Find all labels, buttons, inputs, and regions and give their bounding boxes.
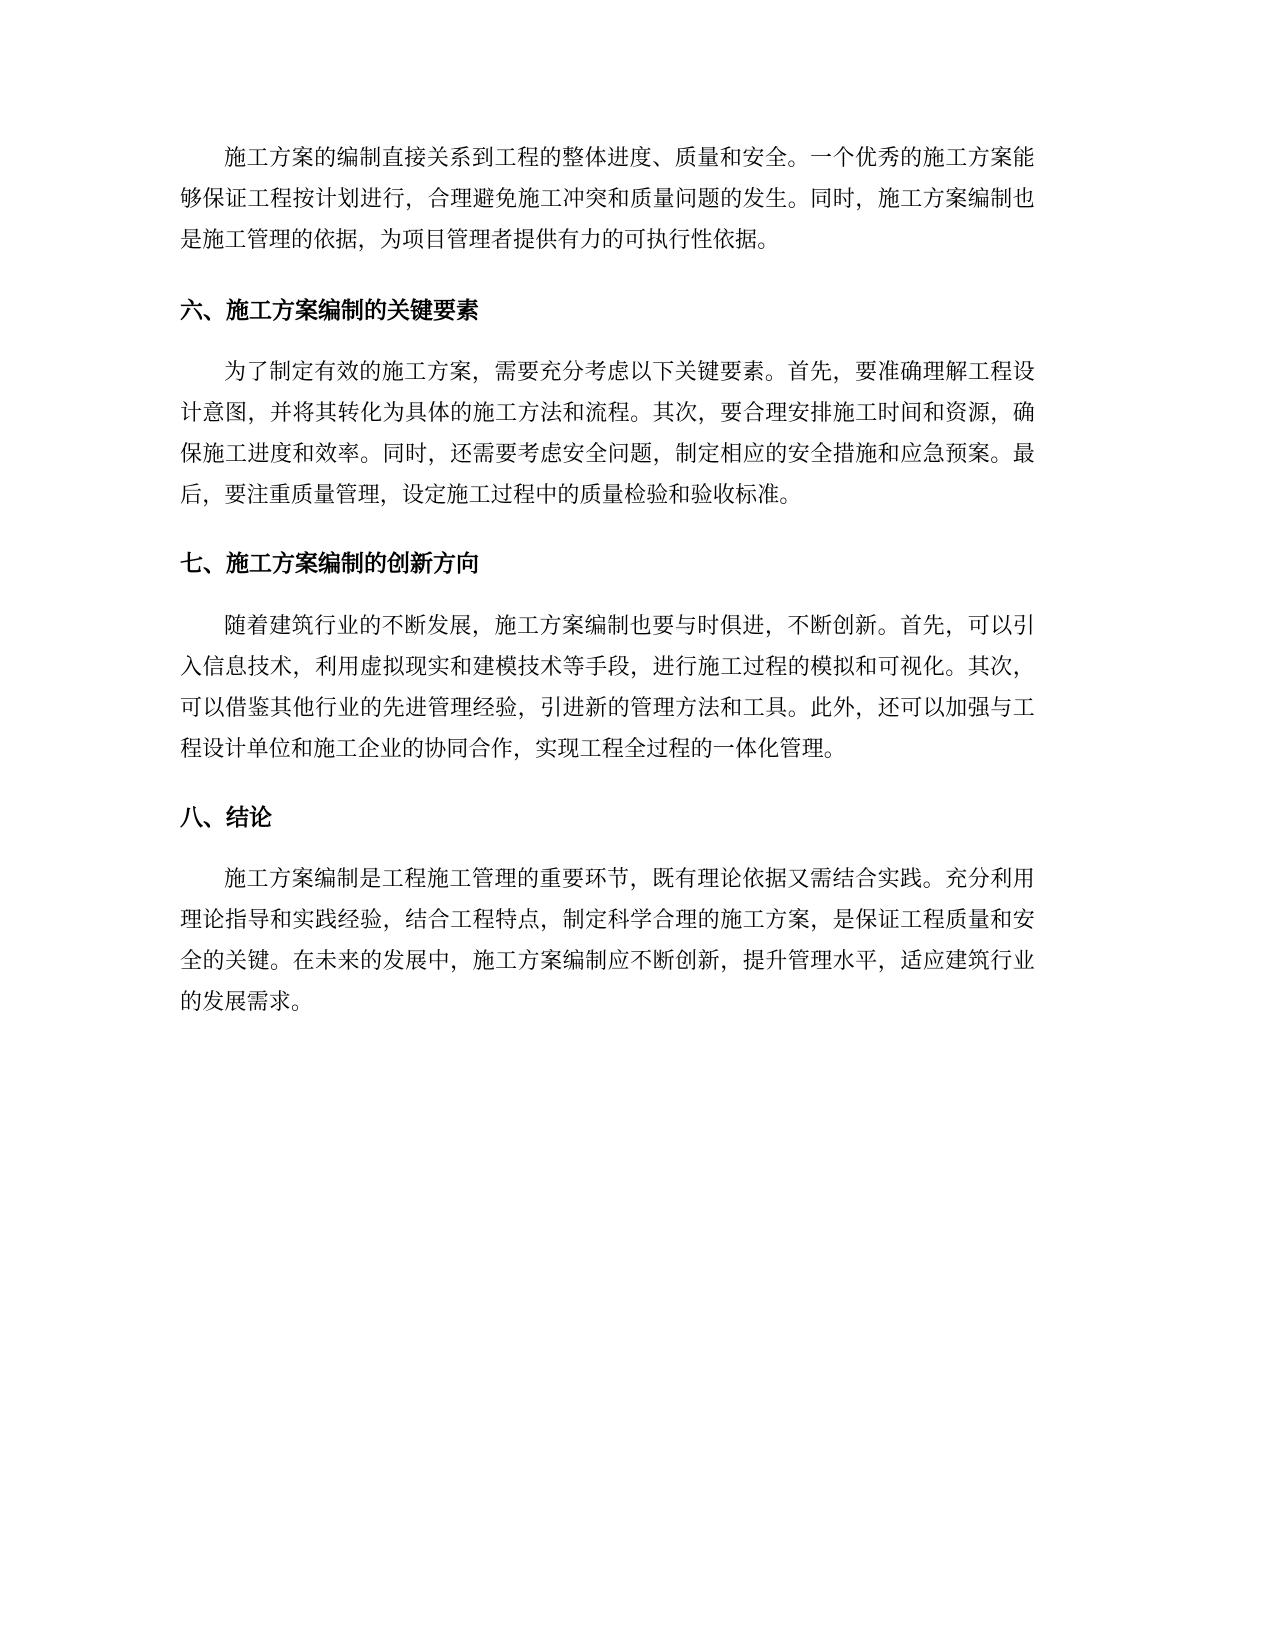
section-paragraph-conclusion: 施工方案编制是工程施工管理的重要环节，既有理论依据又需结合实践。充分利用理论指导和实践经验，结合工程特点，制定科学合理的施工方案，是保证工程质量和安全的关键。在未来的发展中，施工方案编制应不断创新，提升管理水平，适应建筑行业的发展需求。 [180,867,1035,1015]
section-heading-key-elements: 六、施工方案编制的关键要素 [180,298,479,324]
intro-paragraph: 施工方案的编制直接关系到工程的整体进度、质量和安全。一个优秀的施工方案能够保证工程按计划进行，合理避免施工冲突和质量问题的发生。同时，施工方案编制也是施工管理的依据，为项目管理者提供有力的可执行性依据。 [180,146,1035,253]
section-paragraph-innovation: 随着建筑行业的不断发展，施工方案编制也要与时俱进，不断创新。首先，可以引入信息技术，利用虚拟现实和建模技术等手段，进行施工过程的模拟和可视化。其次，可以借鉴其他行业的先进管理经验，引进新的管理方法和工具。此外，还可以加强与工程设计单位和施工企业的协同合作，实现工程全过程的一体化管理。 [180,614,1035,762]
section-heading-conclusion: 八、结论 [180,805,272,831]
section-paragraph-key-elements: 为了制定有效的施工方案，需要充分考虑以下关键要素。首先，要准确理解工程设计意图，并将其转化为具体的施工方法和流程。其次，要合理安排施工时间和资源，确保施工进度和效率。同时，还需要考虑安全问题，制定相应的安全措施和应急预案。最后，要注重质量管理，设定施工过程中的质量检验和验收标准。 [180,360,1035,508]
document-page [180,138,1035,1023]
section-heading-innovation: 七、施工方案编制的创新方向 [180,551,479,577]
